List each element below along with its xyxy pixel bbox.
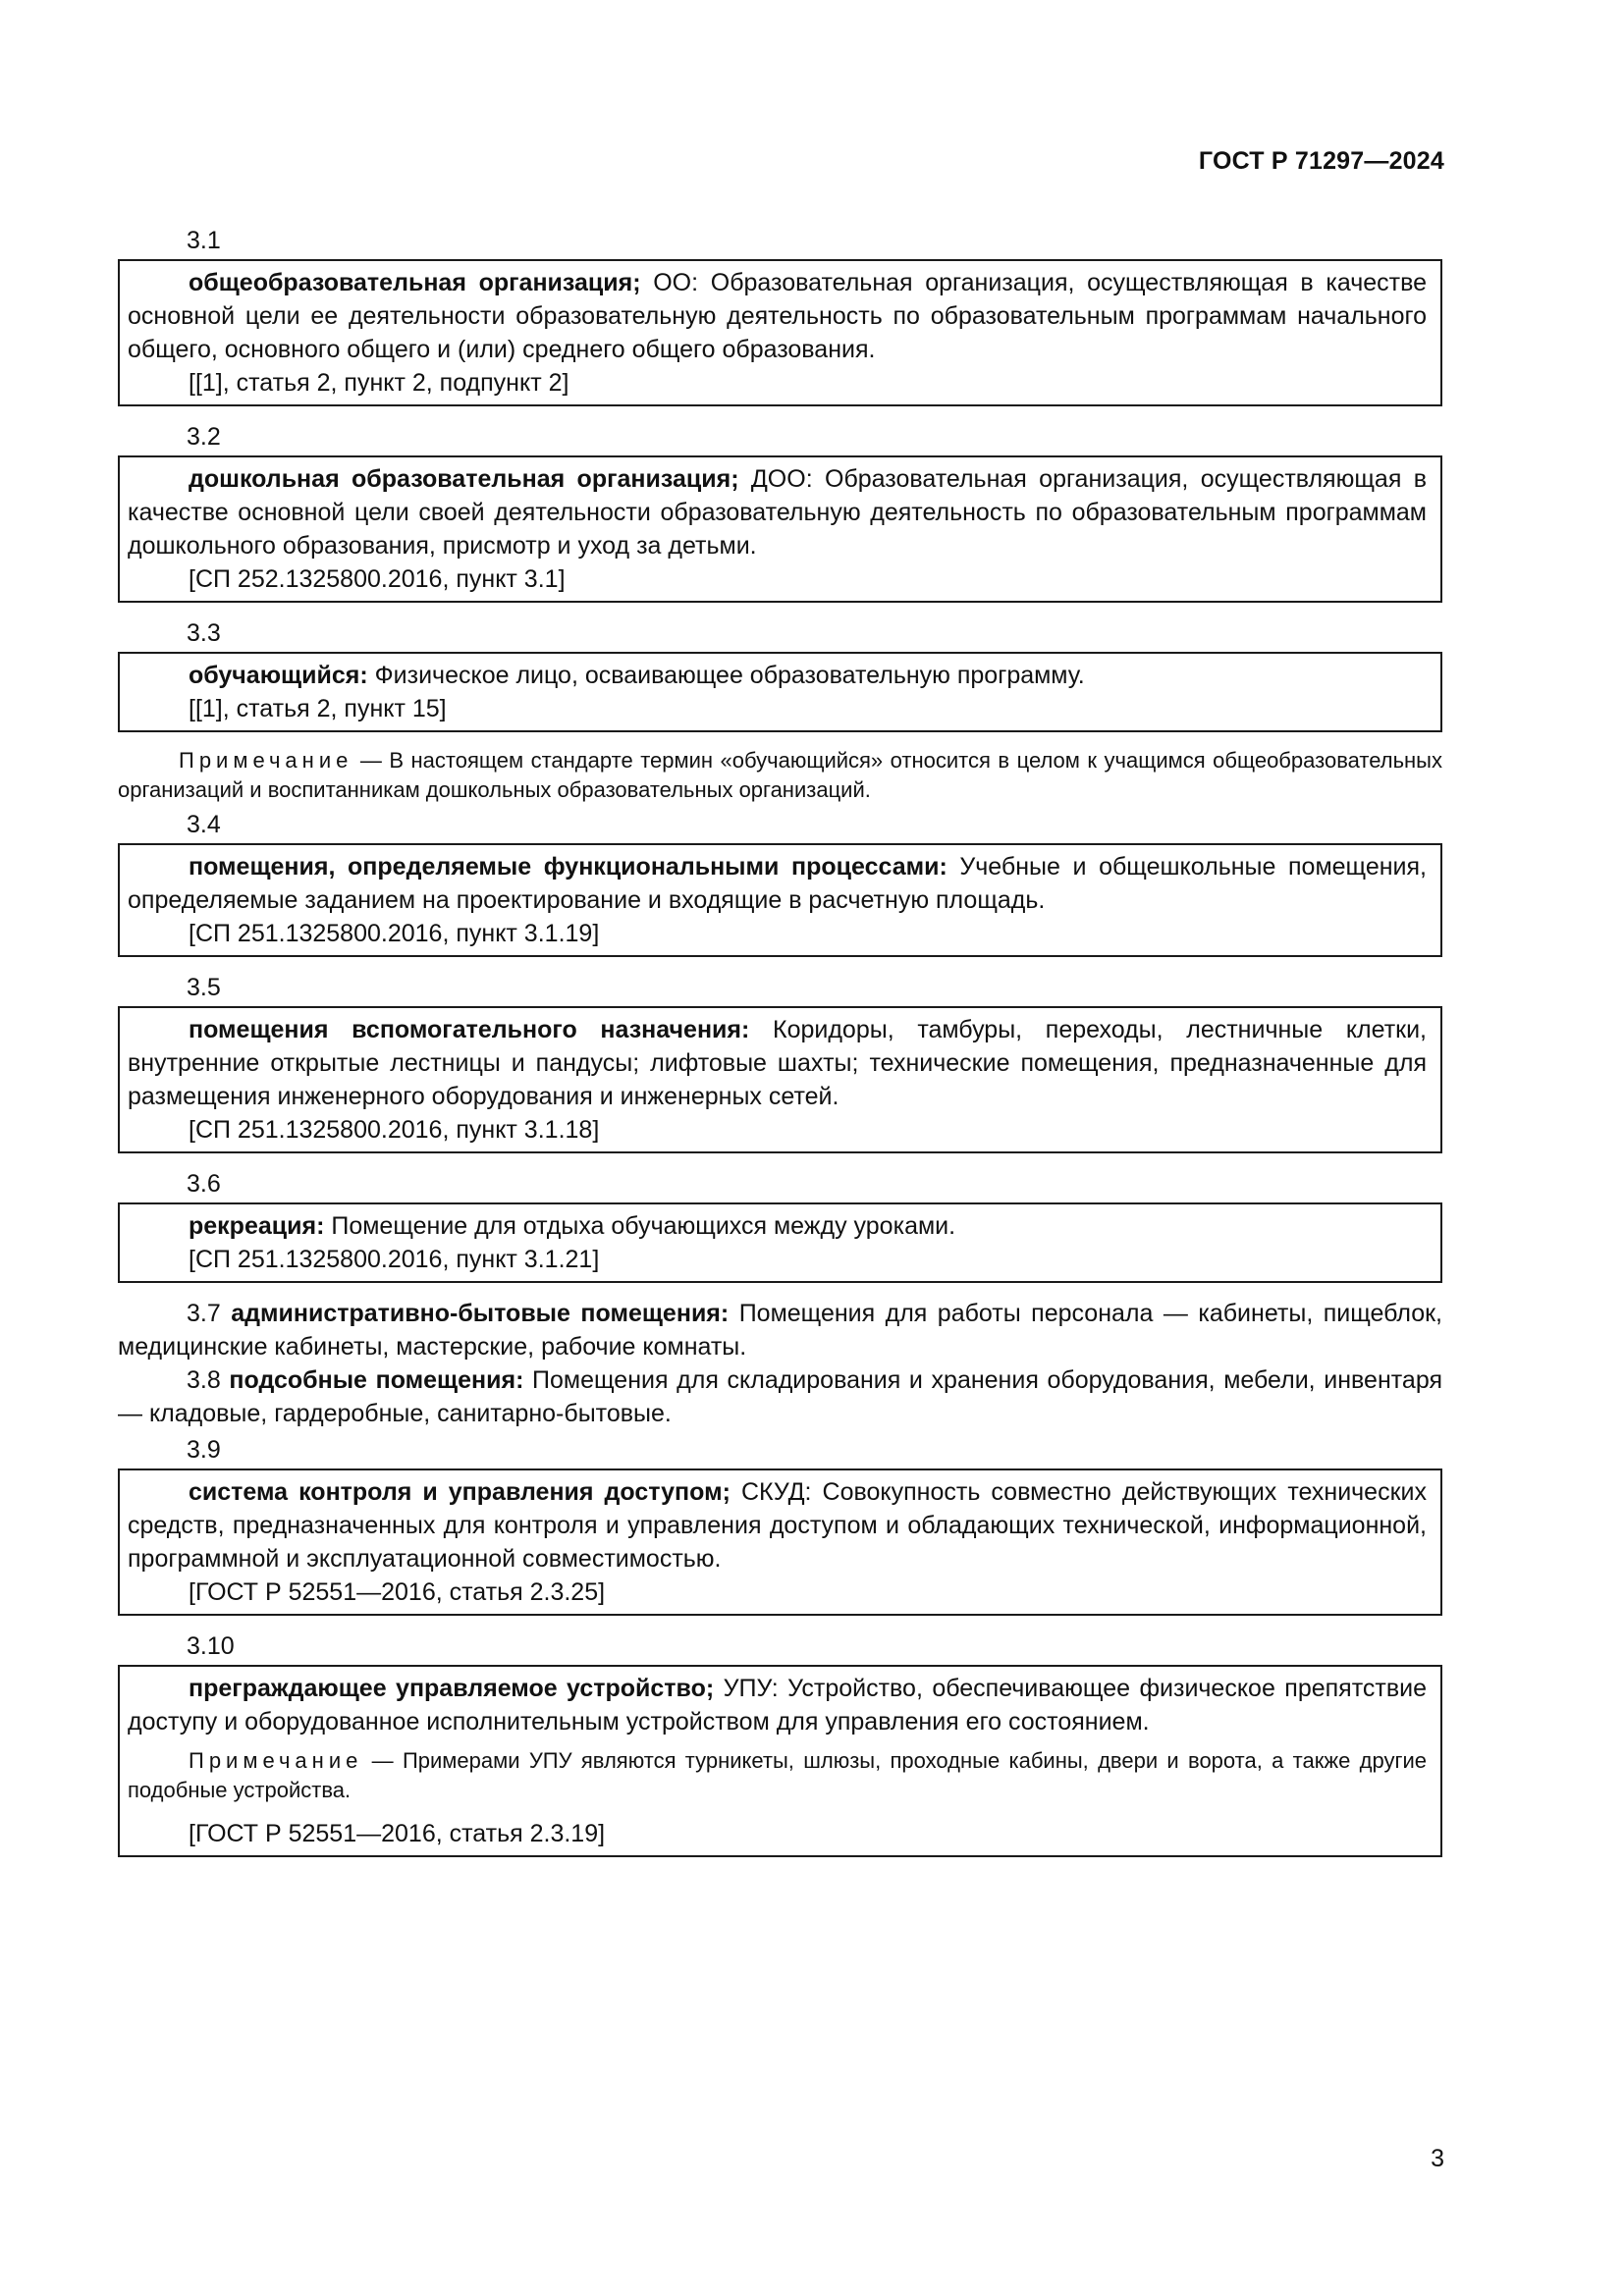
term-definition-box <box>118 455 1442 603</box>
term-number: 3.4 <box>187 811 221 838</box>
term-number: 3.1 <box>187 227 221 254</box>
term-source: [ГОСТ Р 52551—2016, статья 2.3.19] <box>189 1820 606 1847</box>
term-text: Коридоры, тамбуры, переходы, лестничные клетки, внутренние открытые лестницы и пандусы; лифтовые шахты; технические помещения, предназначенные для размещения инженерного оборудования и инженерных сетей. <box>128 1016 1427 1110</box>
terms-section <box>118 221 1442 1871</box>
term-definition-box <box>118 1468 1442 1616</box>
term-name: помещения вспомогательного назначения: <box>189 1016 750 1043</box>
term-text: СКУД: Совокупность совместно действующих технических средств, предназначенных для контроля и управления доступом и обладающих технической, информационной, программной и эксплуатационной совместимостью. <box>128 1478 1427 1573</box>
term-text: Учебные и общешкольные помещения, определяемые заданием на проектирование и входящие в расчетную площадь. <box>128 853 1427 914</box>
term-text: Помещения для работы персонала — кабинеты, пищеблок, медицинские кабинеты, мастерские, рабочие комнаты. <box>118 1300 1442 1361</box>
term-definition <box>128 850 1427 917</box>
term-definition <box>128 266 1427 366</box>
term-name: система контроля и управления доступом; <box>189 1478 731 1506</box>
term-name: общеобразовательная организация; <box>189 269 641 296</box>
term-definition-box <box>118 259 1442 406</box>
term-inline-definition <box>118 1363 1442 1430</box>
term-source: [[1], статья 2, пункт 2, подпункт 2] <box>189 369 569 397</box>
term-definition-box <box>118 1006 1442 1153</box>
term-name: рекреация: <box>189 1212 325 1240</box>
term-number: 3.8 <box>187 1366 221 1394</box>
term-text: ДОО: Образовательная организация, осуществляющая в качестве основной цели своей деятельности образовательную деятельность по образовательным программам дошкольного образования, присмотр и уход за детьми. <box>128 465 1427 560</box>
term-number: 3.5 <box>187 974 221 1001</box>
term-definition-box <box>118 652 1442 732</box>
term-text: Помещения для складирования и хранения оборудования, мебели, инвентаря — кладовые, гардеробные, санитарно-бытовые. <box>118 1366 1442 1427</box>
term-name: административно-бытовые помещения: <box>231 1300 730 1327</box>
term-source: [ГОСТ Р 52551—2016, статья 2.3.25] <box>189 1578 606 1606</box>
term-source: [СП 251.1325800.2016, пункт 3.1.18] <box>189 1116 600 1144</box>
term-definition <box>128 1209 1427 1243</box>
term-source: [СП 251.1325800.2016, пункт 3.1.19] <box>189 920 600 947</box>
term-definition <box>128 659 1427 692</box>
term-definition <box>128 462 1427 562</box>
term-text: УПУ: Устройство, обеспечивающее физическое препятствие доступу и оборудованное исполнительным устройством для управления его состоянием. <box>128 1675 1427 1735</box>
term-number: 3.2 <box>187 423 221 451</box>
term-source: [[1], статья 2, пункт 15] <box>189 695 447 722</box>
note-label: Примечание <box>179 748 353 773</box>
term-name: помещения, определяемые функциональными процессами: <box>189 853 947 881</box>
term-definition <box>128 1013 1427 1113</box>
term-source: [СП 252.1325800.2016, пункт 3.1] <box>189 565 566 593</box>
term-source: [СП 251.1325800.2016, пункт 3.1.21] <box>189 1246 600 1273</box>
term-name: преграждающее управляемое устройство; <box>189 1675 715 1702</box>
term-number: 3.6 <box>187 1170 221 1198</box>
term-inline-definition <box>118 1297 1442 1363</box>
document-code: ГОСТ Р 71297—2024 <box>1198 147 1444 175</box>
term-definition <box>128 1672 1427 1738</box>
note <box>128 1746 1427 1805</box>
note-text: — В настоящем стандарте термин «обучающийся» относится в целом к учащимся общеобразовательных организаций и воспитанникам дошкольных образовательных организаций. <box>118 748 1442 802</box>
term-number: 3.9 <box>187 1436 221 1464</box>
term-text: Физическое лицо, осваивающее образовательную программу. <box>367 662 1085 689</box>
term-number: 3.7 <box>187 1300 221 1327</box>
term-definition-box <box>118 1665 1442 1857</box>
term-number: 3.3 <box>187 619 221 647</box>
term-number: 3.10 <box>187 1632 235 1660</box>
term-name: дошкольная образовательная организация; <box>189 465 739 493</box>
term-definition-box <box>118 843 1442 957</box>
term-text: Помещение для отдыха обучающихся между уроками. <box>324 1212 956 1240</box>
note-text: — Примерами УПУ являются турникеты, шлюзы, проходные кабины, двери и ворота, а также другие подобные устройства. <box>128 1748 1427 1802</box>
page-number: 3 <box>1431 2145 1444 2172</box>
term-name: подсобные помещения: <box>229 1366 524 1394</box>
term-definition <box>128 1475 1427 1575</box>
term-name: обучающийся: <box>189 662 368 689</box>
note-label: Примечание <box>189 1748 363 1773</box>
term-text: ОО: Образовательная организация, осуществляющая в качестве основной цели ее деятельности образовательную деятельность по образовательным программам начального общего, основного общего и (или) среднего общего образования. <box>128 269 1427 363</box>
note <box>118 746 1442 805</box>
term-definition-box <box>118 1202 1442 1283</box>
